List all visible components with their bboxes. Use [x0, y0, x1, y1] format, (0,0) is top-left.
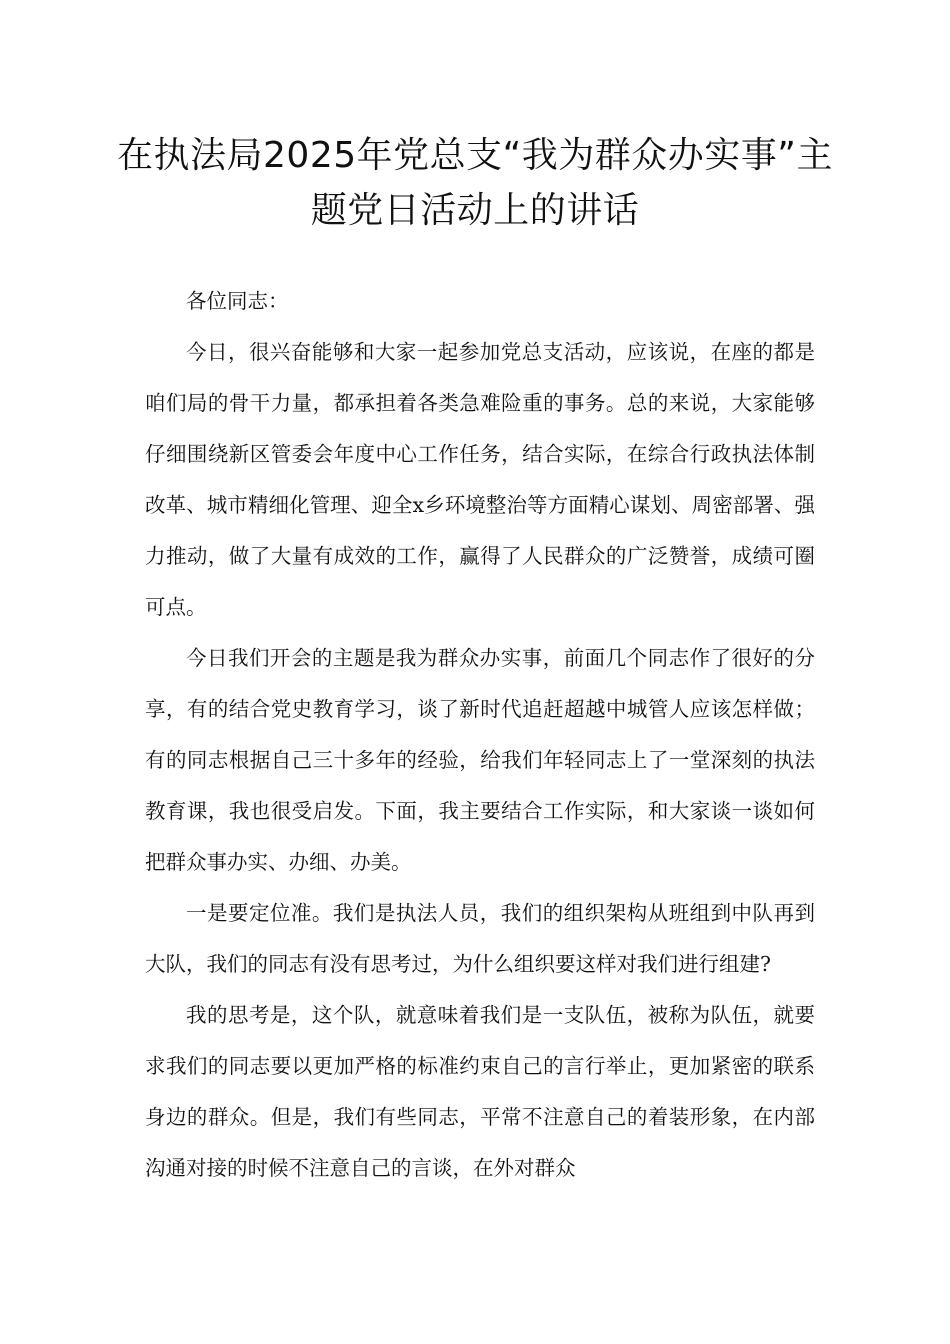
paragraph-salutation: 各位同志： — [186, 289, 289, 313]
paragraph-4: 我的思考是，这个队，就意味着我们是一支队伍，被称为队伍，就要求我们的同志要以更加严格的标准约束自己的言行举止，更加紧密的联系身边的群众。但是，我们有些同志，平常不注意自己的着装形象，在内部沟通对接的时候不注意自己的言谈，在外对群众 — [145, 1003, 815, 1180]
paragraph-2: 今日我们开会的主题是我为群众办实事，前面几个同志作了很好的分享，有的结合党史教育学习，谈了新时代追赶超越中城管人应该怎样做；有的同志根据自己三十多年的经验，给我们年轻同志上了一堂深刻的执法教育课，我也很受启发。下面，我主要结合工作实际，和大家谈一谈如何把群众事办实、办细、办美。 — [145, 646, 815, 874]
document-title: 在执法局2025年党总支“我为群众办实事”主题党日活动上的讲话 — [117, 135, 833, 231]
document-body — [145, 276, 815, 1194]
paragraph-3: 一是要定位准。我们是执法人员，我们的组织架构从班组到中队再到大队，我们的同志有没有思考过，为什么组织要这样对我们进行组建? — [145, 901, 815, 976]
paragraph-1: 今日，很兴奋能够和大家一起参加党总支活动，应该说，在座的都是咱们局的骨干力量，都承担着各类急难险重的事务。总的来说，大家能够仔细围绕新区管委会年度中心工作任务，结合实际，在综合行政执法体制改革、城市精细化管理、迎全x乡环境整治等方面精心谋划、周密部署、强力推动，做了大量有成效的工作，赢得了人民群众的广泛赞誉，成绩可圈可点。 — [145, 340, 815, 619]
